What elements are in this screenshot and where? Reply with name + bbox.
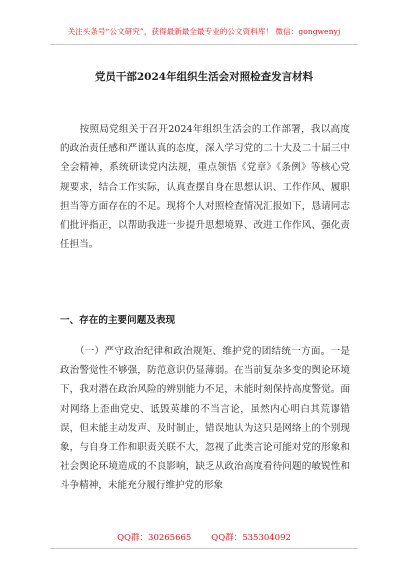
header-divider	[50, 44, 358, 45]
document-title: 党员干部2024年组织生活会对照检查发言材料	[94, 71, 314, 83]
footer-qq-group-2: QQ群：535304092	[211, 533, 291, 543]
footer-contact	[0, 531, 408, 543]
header-promo-note: 关注头条号“公文研究”，获得最新最全最专业的公文资料库！ 微信：gongwenyj	[67, 27, 341, 36]
subsection-paragraph-political-discipline: （一）严守政治纪律和政治规矩、维护党的团结统一方面。一是政治警觉性不够强，防范意识仍显薄弱。在当前复杂多变的舆论环境下，我对潜在政治风险的辨别能力不足，未能时刻保持高度警觉。面对网络上歪曲党史、诋毁英雄的不当言论，虽然内心明白其荒谬错误，但未能主动发声、及时制止，错误地认为这只是网络上的个别现象，与自身工作和职责关联不大，忽视了此类言论可能对党的形象和社会舆论环境造成的不良影响，缺乏从政治高度看待问题的敏锐性和斗争精神，未能充分履行维护党的形象	[60, 346, 350, 492]
intro-paragraph: 按照局党组关于召开2024年组织生活会的工作部署，我以高度的政治责任感和严谨认真的态度，深入学习党的二十大及二十届三中全会精神，系统研读党内法规，重点领悟《党章》《条例》等核心党规要求，结合工作实际，认真查摆自身在思想认识、工作作风、履职担当等方面存在的不足。现将个人对照检查情况汇报如下，恳请同志们批评指正，以帮助我进一步提升思想境界、改进工作作风、强化责任担当。	[60, 124, 350, 251]
section-heading-problems: 一、存在的主要问题及表现	[60, 315, 176, 326]
footer-qq-group-1: QQ群：30265665	[117, 533, 192, 543]
footer-divider	[50, 548, 358, 549]
